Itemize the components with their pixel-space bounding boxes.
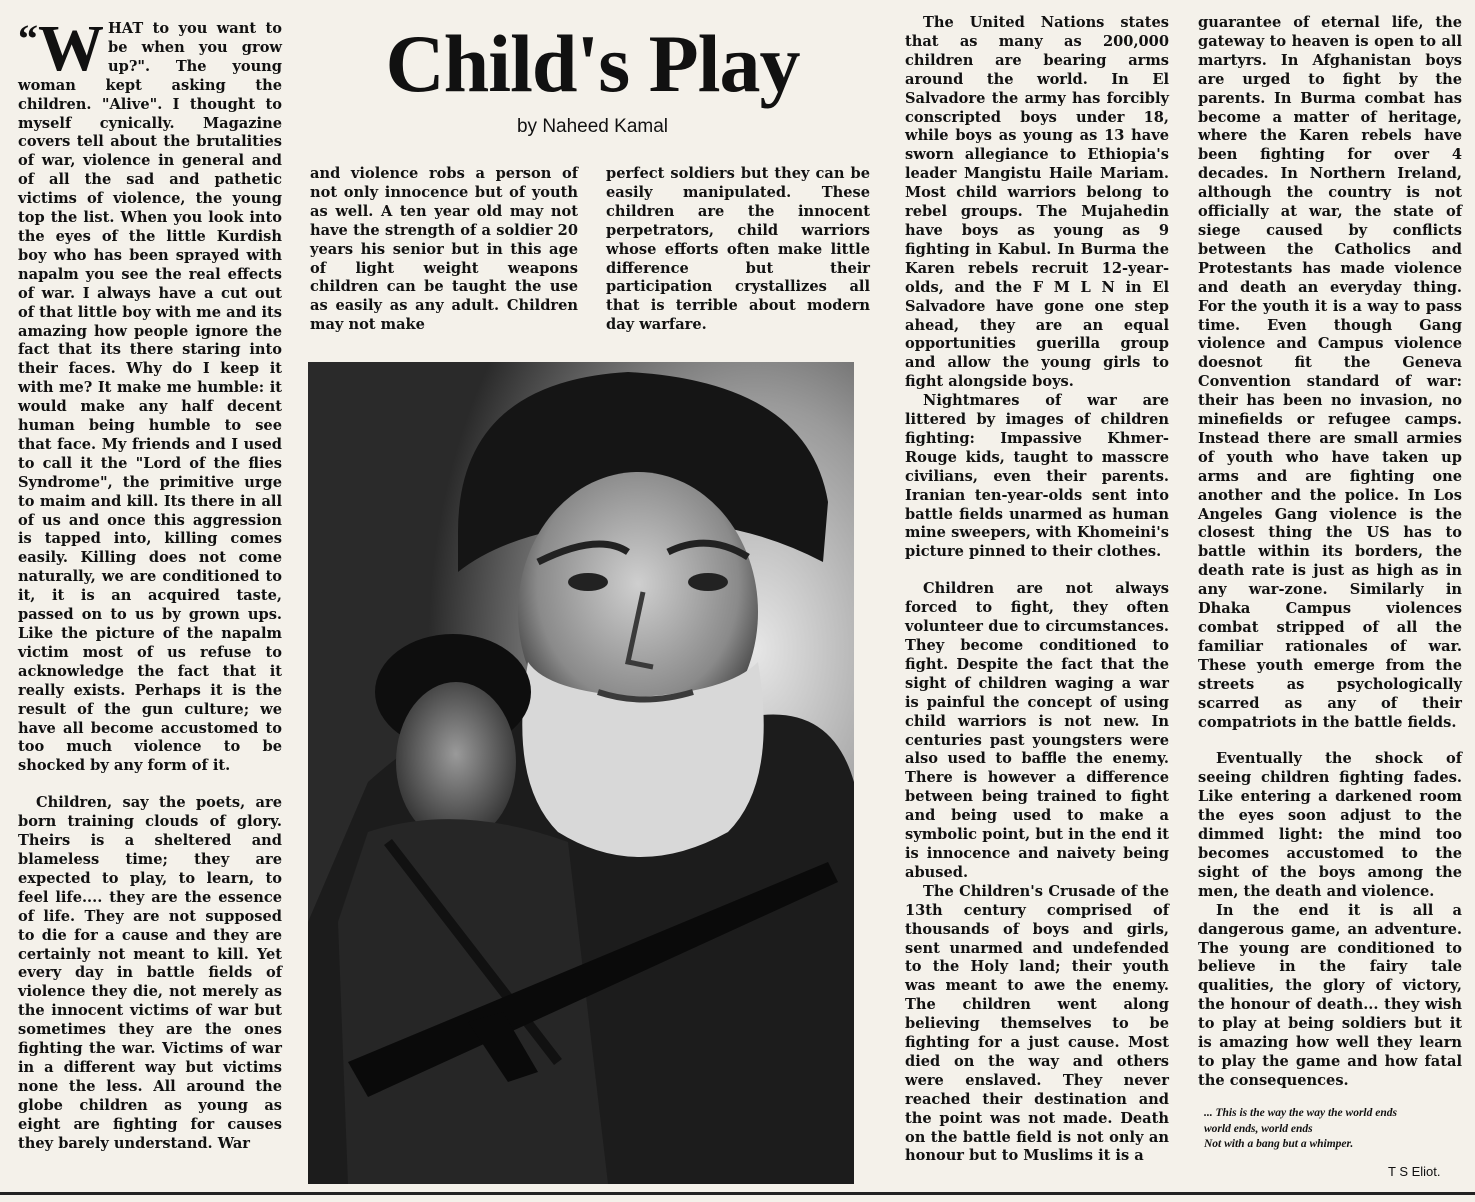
opening-paragraph: “W HAT to you want to be when you grow up?". The young woman kept asking the children. "Alive". I thought to myself cynically. Magazine covers tell about the brutalities of war, violence in general and of all the sad and pathetic victims of violence, the young top the list. When you look into the eyes of the little Kurdish boy who has been sprayed with napalm you see the real effects of war. I always have a cut out of that little boy with me and its amazing how people ignore the fact that its there staring into their faces. Why do I keep it with me? It make me humble: it would make any half decent human being humble to see that face. My friends and I used to call it the "Lord of the flies Syndrome", the primitive urge to maim and kill. Its there in all of us and once this aggression is tapped into, killing comes easily. Killing does not come naturally, we are conditioned to it, it is an acquired taste, passed on to us by grown ups. Like the picture of the napalm victim most of us refuse to acknowledge the fact that it really exists. Perhaps it is the result of the gun culture; we have all become accustomed to too much violence to be shocked by any form of it. xyxy=(18,12,282,775)
paragraph: In the end it is all a dangerous game, an adventure. The young are conditioned to believe in the fairy tale qualities, the glory of victory, the honour of death... they wish to play at being soldiers but it is amazing how well they learn to play the game and how fatal the consequences. xyxy=(1198,901,1462,1089)
paragraph: perfect soldiers but they can be easily manipulated. These children are the innocent perpetrators, child warriors whose efforts often make little difference but their participation crystallizes all that is terrible about modern day warfare. xyxy=(606,165,870,334)
paragraph: Eventually the shock of seeing children fighting fades. Like entering a darkened room the eyes soon adjust to the dimmed light: the mind too becomes accustomed to the sight of the boys among the men, the death and violence. xyxy=(1198,750,1462,900)
article-photo xyxy=(308,362,854,1184)
paragraph: and violence robs a person of not only innocence but of youth as well. A ten year old may not have the strength of a soldier 20 years his senior but in this age of light weight weapons children can be taught the use as easily as any adult. Children may not make xyxy=(310,165,578,334)
quote-line: ... This is the way the way the world ends xyxy=(1204,1107,1397,1119)
quote-attribution: T S Eliot. xyxy=(1388,1164,1441,1179)
drop-cap: “W xyxy=(18,12,104,85)
article-column-4 xyxy=(905,14,1169,1166)
paragraph: Nightmares of war are littered by images of children fighting: Impassive Khmer-Rouge kids, taught to masscre civilians, even their parents. Iranian ten-year-olds sent into battle fields unarmed as human mine sweepers, with Khomeini's picture pinned to their clothes. xyxy=(905,392,1169,561)
paragraph: Children are not always forced to fight, they often volunteer due to circumstances. They become conditioned to fight. Despite the fact that the sight of children waging a war is painful the concept of using child warriors is not new. In centuries past youngsters were also used to baffle the enemy. There is however a difference between being trained to fight and being used to make a symbolic point, but in the end it is innocence and naivety being abused. xyxy=(905,580,1169,881)
article-title: Child's Play xyxy=(385,18,800,109)
paragraph: Children, say the poets, are born training clouds of glory. Theirs is a sheltered and blameless time; they are expected to play, to learn, to feel life.... they are the essence of life. They are not supposed to die for a cause and they are certainly not meant to kill. Yet every day in battle fields of violence they die, not merely as the innocent victims of war but sometimes they are the ones fighting the war. Victims of war in a different way but victims none the less. All around the globe children as young as eight are fighting for causes they barely understand. War xyxy=(18,794,282,1152)
article-column-1 xyxy=(18,12,282,1153)
paragraph: The Children's Crusade of the 13th century comprised of thousands of boys and girls, sent unarmed and undefended to the Holy land; their youth was meant to awe the enemy. The children went along believing themselves to be fighting for a just cause. Most died on the way and others were enslaved. They never reached their destination and the point was not made. Death on the battle field is not only an honour but to Muslims it is a xyxy=(905,882,1169,1165)
bottom-rule xyxy=(0,1192,1475,1195)
paragraph: guarantee of eternal life, the gateway to heaven is open to all martyrs. In Afghanistan boys are urged to fight by the parents. In Burma combat has become a matter of heritage, where the Karen rebels have been fighting for over 4 decades. In Northern Ireland, although the country is not officially at war, the state of siege caused by conflicts between the Catholics and Protestants has made violence and death an everyday thing. For the youth it is a way to pass time. Even though Gang violence and Campus violence doesnot fit the Geneva Convention standard of war: their has been no invasion, no minefields or refugee camps. Instead there are small armies of youth who have taken up arms and are fighting one another and the police. In Los Angeles Gang violence is the closest thing the US has to battle within its borders, the death rate is just as high as in any war-zone. Similarly in Dhaka Campus violences combat stripped of all the familiar rationales of war. These youth emerge from the streets as psychologically scarred as any of their compatriots in the battle fields. xyxy=(1198,14,1462,731)
byline: by Naheed Kamal xyxy=(516,116,669,137)
article-column-3 xyxy=(606,165,870,335)
closing-quote xyxy=(1204,1106,1464,1153)
article-column-5 xyxy=(1198,14,1462,1091)
paragraph: The United Nations states that as many as 200,000 children are bearing arms around the world. In El Salvadore the army has forcibly conscripted boys under 18, while boys as young as 13 have sworn allegiance to Ethiopia's leader Mangistu Haile Mariam. Most child warriors belong to rebel groups. The Mujahedin have boys as young as 9 fighting in Kabul. In Burma the Karen rebels recruit 12-year-olds, and the F M L N in El Salvadore have gone one step ahead, they are an equal opportunities guerilla group and allow the young girls to fight alongside boys. xyxy=(905,14,1169,391)
quote-line: world ends, world ends xyxy=(1204,1122,1313,1135)
article-column-2 xyxy=(310,165,578,335)
quote-line: Not with a bang but a whimper. xyxy=(1204,1138,1354,1150)
